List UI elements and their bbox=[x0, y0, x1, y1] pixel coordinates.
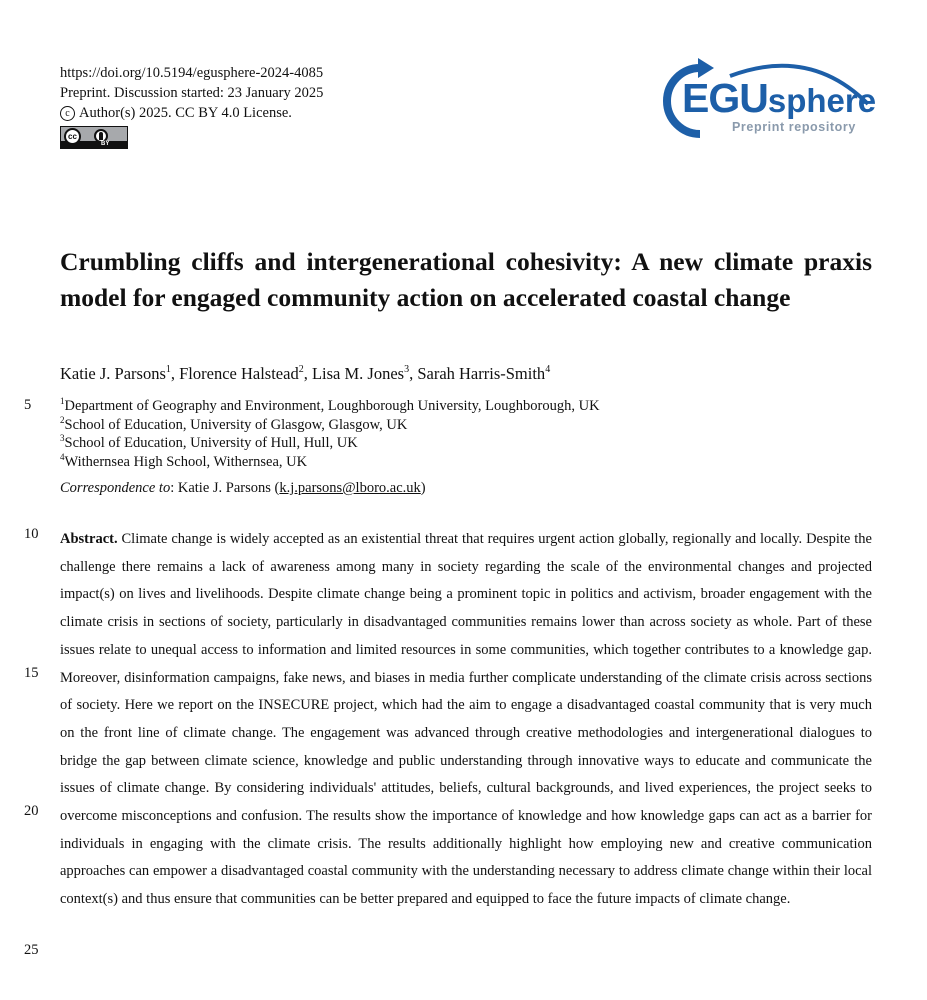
correspondence-email-link[interactable]: k.j.parsons@lboro.ac.uk bbox=[279, 480, 421, 496]
abstract-text: Climate change is widely accepted as an existential threat that requires urgent action globally, regionally and locally. Despite the challenge there remains a lack of awareness among many in society regarding the scale of the environmental changes and projected impact(s) on lives and livelihoods. Despite climate change being a prominent topic in politics and activism, broader engagement with the climate crisis in sections of society, particularly in disadvantaged communities remains lower than across society as whole. Part of these issues relate to unequal access to information and limited resources in some communities, which together contributes to a knowledge gap. Moreover, disinformation campaigns, fake news, and biases in media further complicate understanding of the climate crisis across sections of society. Here we report on the INSECURE project, which had the aim to engage a disadvantaged coastal community that is very much on the front line of climate change. The engagement was advanced through creative methodologies and intergenerational dialogues to bridge the gap between climate science, knowledge and public understanding through innovative ways to educate and communicate the issues of climate change. By considering individuals' attitudes, beliefs, cultural backgrounds, and lived experiences, the project seeks to overcome misconceptions and confusion. The results show the importance of knowledge and how knowledge gaps can act as a barrier for individuals in engaging with the climate crisis. The results additionally highlight how employing new and creative communication approaches can empower a disadvantaged coastal community with the understanding necessary to address climate change within their local context(s) and thus ensure that communities can be better prepared and equipped to face the future impacts of climate change. bbox=[60, 531, 872, 908]
license-text: Author(s) 2025. CC BY 4.0 License. bbox=[79, 105, 292, 121]
logo-sphere: sphere bbox=[767, 82, 877, 119]
paper-title: Crumbling cliffs and intergenerational cohesivity: A new climate praxis model for engaged community action on accelerated coastal change bbox=[60, 247, 872, 312]
affiliation-text: Department of Geography and Environment, Loughborough University, Loughborough, UK bbox=[64, 398, 600, 414]
line-number: 15 bbox=[24, 665, 39, 681]
correspondence-close: ) bbox=[420, 480, 426, 496]
line-number: 10 bbox=[24, 526, 39, 542]
affiliations bbox=[60, 397, 600, 471]
correspondence-name: Katie J. Parsons ( bbox=[177, 480, 280, 496]
affiliation-text: School of Education, University of Glasgow, Glasgow, UK bbox=[64, 416, 408, 433]
author-sup: 3 bbox=[404, 364, 410, 375]
line-number: 25 bbox=[24, 942, 39, 958]
abstract-label: Abstract. bbox=[60, 531, 118, 547]
affiliation-sup: 4 bbox=[60, 451, 65, 462]
cc-icon: cc bbox=[64, 128, 81, 145]
author-sup: 2 bbox=[298, 364, 304, 375]
affiliation-sup: 2 bbox=[60, 414, 65, 425]
cc-by-label: BY bbox=[101, 141, 110, 147]
preprint-status: Preprint. Discussion started: 23 January 2025 bbox=[60, 85, 324, 101]
author-sep: , bbox=[303, 364, 312, 383]
author-sup: 1 bbox=[165, 364, 171, 375]
header-meta bbox=[60, 63, 323, 123]
doi-link[interactable]: https://doi.org/10.5194/egusphere-2024-4085 bbox=[60, 65, 324, 81]
author: Katie J. Parsons bbox=[60, 364, 166, 383]
author-sep: , bbox=[409, 364, 418, 383]
affiliation-sup: 3 bbox=[60, 433, 65, 443]
logo-subtitle: Preprint repository bbox=[732, 120, 856, 134]
author-sep: , bbox=[170, 364, 180, 383]
affiliation bbox=[60, 416, 600, 435]
correspondence bbox=[60, 480, 426, 497]
abstract bbox=[60, 526, 872, 914]
affiliation-text: Withernsea High School, Withernsea, UK bbox=[64, 453, 308, 470]
line-number: 20 bbox=[24, 803, 39, 819]
author: Florence Halstead bbox=[179, 364, 299, 383]
affiliation bbox=[60, 397, 600, 416]
author-sup: 4 bbox=[545, 364, 551, 375]
copyright-line bbox=[60, 103, 323, 123]
affiliation-sup: 1 bbox=[60, 396, 65, 406]
correspondence-colon: : bbox=[170, 480, 178, 496]
correspondence-label: Correspondence to bbox=[60, 480, 171, 496]
egusphere-logo[interactable] bbox=[660, 56, 875, 146]
affiliation-text: School of Education, University of Hull, Hull, UK bbox=[64, 435, 358, 451]
logo-egu: EGU bbox=[682, 75, 768, 121]
affiliation bbox=[60, 434, 600, 453]
line-number: 5 bbox=[24, 397, 32, 413]
copyright-icon: c bbox=[60, 106, 75, 121]
author-list bbox=[60, 364, 550, 384]
affiliation bbox=[60, 453, 600, 472]
author: Sarah Harris-Smith bbox=[417, 364, 546, 383]
cc-by-license-badge[interactable] bbox=[60, 126, 128, 149]
logo-wordmark bbox=[682, 74, 876, 125]
author: Lisa M. Jones bbox=[311, 364, 405, 383]
